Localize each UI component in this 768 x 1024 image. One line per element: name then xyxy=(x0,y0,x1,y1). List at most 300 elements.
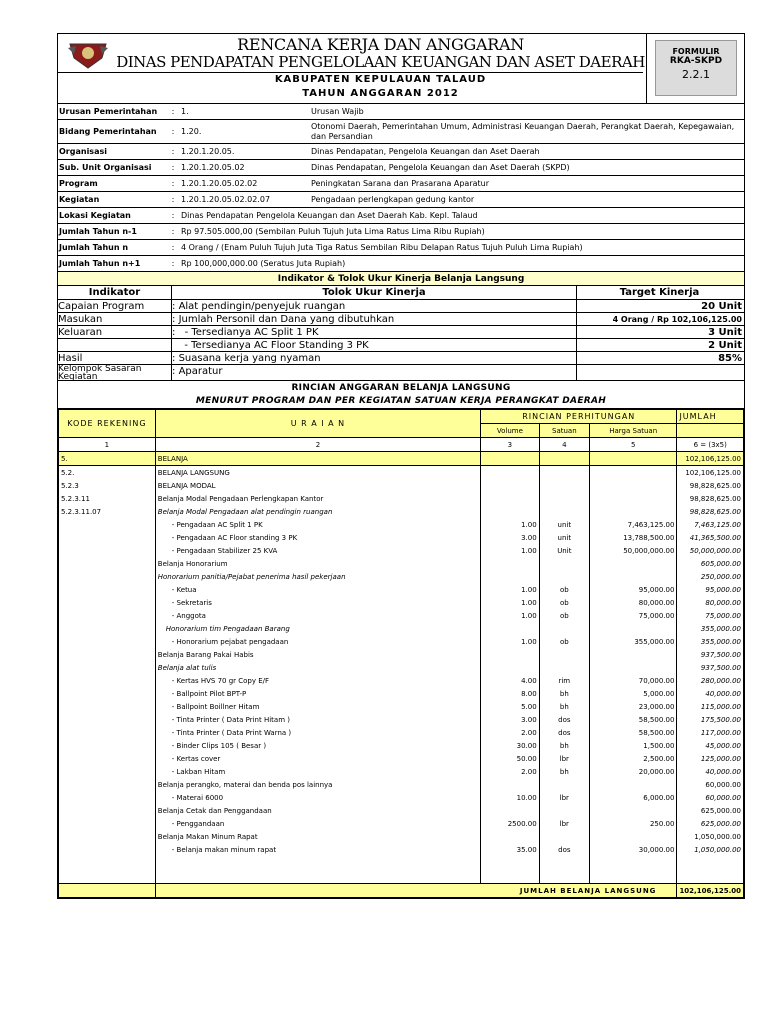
budget-row xyxy=(59,505,744,518)
kode-cell xyxy=(59,752,156,765)
harga-cell xyxy=(589,661,676,674)
satuan-cell xyxy=(539,466,589,480)
budget-row xyxy=(59,648,744,661)
budget-row xyxy=(59,583,744,596)
jumlah-cell xyxy=(677,856,744,884)
kode-cell xyxy=(59,687,156,700)
harga-cell: 70,000.00 xyxy=(589,674,676,687)
indicator-name: Hasil xyxy=(58,352,172,364)
kode-cell xyxy=(59,661,156,674)
info-colon: : xyxy=(171,126,175,136)
volume-cell xyxy=(481,830,540,843)
jumlah-cell: 75,000.00 xyxy=(677,609,744,622)
harga-cell: 58,500.00 xyxy=(589,713,676,726)
uraian-cell: BELANJA xyxy=(155,452,480,466)
harga-cell xyxy=(589,466,676,480)
volume-cell xyxy=(481,804,540,817)
kode-cell xyxy=(59,765,156,778)
regency-name: KABUPATEN KEPULAUAN TALAUD xyxy=(274,74,487,85)
info-value: 1.20.1.20.05.02 xyxy=(181,163,245,172)
kode-cell xyxy=(59,635,156,648)
budget-row xyxy=(59,544,744,557)
target-col-header: Target Kinerja xyxy=(619,287,700,298)
uraian-cell: - Sekretaris xyxy=(155,596,480,609)
indicator-col-header: Indikator xyxy=(58,286,172,299)
harga-cell: 6,000.00 xyxy=(589,791,676,804)
volume-cell: 3.00 xyxy=(481,531,540,544)
uraian-cell: Belanja Modal Pengadaan alat pendingin ruangan xyxy=(155,505,480,518)
volume-cell: 30.00 xyxy=(481,739,540,752)
agency-title: DINAS PENDAPATAN PENGELOLAAN KEUANGAN DAN ASET DAERAH xyxy=(116,53,645,71)
title-divider xyxy=(58,72,643,73)
uraian-cell: - Tinta Printer ( Data Print Hitam ) xyxy=(155,713,480,726)
form-code: RKA-SKPD xyxy=(669,56,723,66)
volume-cell: 2.00 xyxy=(481,726,540,739)
indicator-target: 3 Unit xyxy=(708,327,742,338)
budget-row xyxy=(59,674,744,687)
measure-colon: : xyxy=(172,314,179,325)
kode-cell xyxy=(59,713,156,726)
volume-cell xyxy=(481,648,540,661)
budget-row xyxy=(59,687,744,700)
budget-row xyxy=(59,830,744,843)
info-colon: : xyxy=(171,243,175,252)
info-description: Otonomi Daerah, Pemerintahan Umum, Administrasi Keuangan Daerah, Perangkat Daerah, Kepegawaian, dan Persandian xyxy=(311,121,735,141)
budget-header-row xyxy=(59,410,744,424)
info-label: Jumlah Tahun n+1 xyxy=(59,259,141,268)
satuan-cell: unit xyxy=(539,518,589,531)
indicator-target xyxy=(577,365,744,380)
indicator-name: Keluaran xyxy=(58,326,172,338)
indicator-target: 20 Unit xyxy=(701,301,742,312)
jumlah-cell: 80,000.00 xyxy=(677,596,744,609)
budget-row xyxy=(59,531,744,544)
info-value: Rp 97.505.000,00 (Sembilan Puluh Tujuh Juta Lima Ratus Lima Ribu Rupiah) xyxy=(181,227,485,236)
indicator-measure xyxy=(172,352,577,364)
kode-cell xyxy=(59,583,156,596)
volume-cell: 2.00 xyxy=(481,765,540,778)
uraian-cell: - Ballpoint Pilot BPT-P xyxy=(155,687,480,700)
harga-cell xyxy=(589,452,676,466)
info-section xyxy=(58,104,744,272)
info-value: 1. xyxy=(181,107,189,116)
budget-row xyxy=(59,752,744,765)
budget-row xyxy=(59,596,744,609)
indicator-row xyxy=(58,326,744,339)
harga-cell: 95,000.00 xyxy=(589,583,676,596)
info-row xyxy=(58,224,744,240)
uraian-cell: BELANJA MODAL xyxy=(155,479,480,492)
info-row xyxy=(58,104,744,120)
satuan-cell xyxy=(539,479,589,492)
jumlah-cell: 60,000.00 xyxy=(677,778,744,791)
kode-cell xyxy=(59,557,156,570)
kode-cell xyxy=(59,856,156,884)
kode-cell xyxy=(59,622,156,635)
budget-row xyxy=(59,570,744,583)
satuan-cell xyxy=(539,648,589,661)
jumlah-cell: 45,000.00 xyxy=(677,739,744,752)
col-num-5: 5 xyxy=(589,438,676,452)
measure-text: - Tersedianya AC Split 1 PK xyxy=(184,327,319,338)
volume-cell: 1.00 xyxy=(481,583,540,596)
info-label: Bidang Pemerintahan xyxy=(59,126,157,136)
harga-cell xyxy=(589,804,676,817)
uraian-cell: BELANJA LANGSUNG xyxy=(155,466,480,480)
jumlah-cell: 605,000.00 xyxy=(677,557,744,570)
kode-cell xyxy=(59,830,156,843)
uraian-cell: - Penggandaan xyxy=(155,817,480,830)
budget-row xyxy=(59,765,744,778)
info-value: Rp 100,000,000.00 (Seratus Juta Rupiah) xyxy=(181,259,346,268)
satuan-cell: Unit xyxy=(539,544,589,557)
jumlah-cell: 102,106,125.00 xyxy=(677,452,744,466)
info-colon: : xyxy=(171,211,175,220)
jumlah-cell: 60,000.00 xyxy=(677,791,744,804)
info-description: Pengadaan perlengkapan gedung kantor xyxy=(311,195,475,204)
satuan-cell: ob xyxy=(539,583,589,596)
indicator-title: Indikator & Tolok Ukur Kinerja Belanja Langsung xyxy=(58,272,744,286)
satuan-header: Satuan xyxy=(539,424,589,438)
jumlah-cell: 1,050,000.00 xyxy=(677,843,744,856)
harga-cell xyxy=(589,622,676,635)
measure-text: - Tersedianya AC Floor Standing 3 PK xyxy=(184,340,369,351)
volume-cell: 5.00 xyxy=(481,700,540,713)
measure-text: Alat pendingin/penyejuk ruangan xyxy=(178,301,346,312)
jumlah-cell: 7,463,125.00 xyxy=(677,518,744,531)
indicator-rows xyxy=(58,300,744,381)
measure-colon: : xyxy=(172,353,179,364)
uraian-cell: - Materai 6000 xyxy=(155,791,480,804)
budget-row xyxy=(59,843,744,856)
uraian-header: U R A I A N xyxy=(155,410,480,438)
uraian-cell: - Kertas cover xyxy=(155,752,480,765)
uraian-cell: - Kertas HVS 70 gr Copy E/F xyxy=(155,674,480,687)
satuan-cell xyxy=(539,856,589,884)
satuan-cell xyxy=(539,570,589,583)
volume-cell: 1.00 xyxy=(481,635,540,648)
satuan-cell: dos xyxy=(539,843,589,856)
info-description: Peningkatan Sarana dan Prasarana Aparatur xyxy=(311,179,490,188)
harga-cell: 58,500.00 xyxy=(589,726,676,739)
indicator-measure xyxy=(172,326,577,338)
regency-emblem-icon xyxy=(66,40,110,70)
satuan-cell: dos xyxy=(539,726,589,739)
uraian-cell: Honorarium panitia/Pejabat penerima hasil pekerjaan xyxy=(155,570,480,583)
uraian-cell xyxy=(155,856,480,884)
kode-cell: 5.2.3.11.07 xyxy=(59,505,156,518)
kode-cell xyxy=(59,700,156,713)
volume-cell xyxy=(481,466,540,480)
kode-cell: 5.2.3 xyxy=(59,479,156,492)
measure-col-header: Tolok Ukur Kinerja xyxy=(172,286,577,299)
indicator-measure xyxy=(172,365,577,380)
jumlah-cell: 125,000.00 xyxy=(677,752,744,765)
form-number: 2.2.1 xyxy=(682,68,710,81)
harga-cell: 1,500.00 xyxy=(589,739,676,752)
volume-cell xyxy=(481,452,540,466)
satuan-cell: bh xyxy=(539,700,589,713)
info-label: Jumlah Tahun n-1 xyxy=(59,227,137,236)
harga-cell: 2,500.00 xyxy=(589,752,676,765)
volume-cell: 50.00 xyxy=(481,752,540,765)
info-colon: : xyxy=(171,195,175,204)
uraian-cell: - Pengadaan AC Floor standing 3 PK xyxy=(155,531,480,544)
jumlah-cell: 40,000.00 xyxy=(677,765,744,778)
harga-cell xyxy=(589,648,676,661)
harga-cell: 23,000.00 xyxy=(589,700,676,713)
budget-row xyxy=(59,452,744,466)
jumlah-cell: 41,365,500.00 xyxy=(677,531,744,544)
info-row xyxy=(58,192,744,208)
kode-cell: 5. xyxy=(59,452,156,466)
harga-header: Harga Satuan xyxy=(589,424,676,438)
harga-cell: 30,000.00 xyxy=(589,843,676,856)
satuan-cell xyxy=(539,452,589,466)
measure-text: Aparatur xyxy=(178,366,223,377)
kode-cell xyxy=(59,778,156,791)
col-num-4: 4 xyxy=(539,438,589,452)
satuan-cell: ob xyxy=(539,635,589,648)
uraian-cell: Belanja Cetak dan Penggandaan xyxy=(155,804,480,817)
budget-row xyxy=(59,791,744,804)
kode-cell xyxy=(59,739,156,752)
volume-cell: 1.00 xyxy=(481,544,540,557)
indicator-name: Masukan xyxy=(58,313,172,325)
jumlah-cell: 1,050,000.00 xyxy=(677,830,744,843)
jumlah-cell: 102,106,125.00 xyxy=(677,466,744,480)
info-row xyxy=(58,256,744,272)
rincian-title xyxy=(58,381,744,409)
jumlah-cell: 115,000.00 xyxy=(677,700,744,713)
budget-row xyxy=(59,700,744,713)
measure-colon xyxy=(172,340,178,351)
kode-cell xyxy=(59,648,156,661)
volume-cell: 35.00 xyxy=(481,843,540,856)
indicator-measure xyxy=(172,339,577,351)
satuan-cell: lbr xyxy=(539,791,589,804)
volume-cell: 2500.00 xyxy=(481,817,540,830)
budget-body xyxy=(59,452,744,884)
rincian-title-line2: MENURUT PROGRAM DAN PER KEGIATAN SATUAN KERJA PERANGKAT DAERAH xyxy=(195,395,607,406)
budget-row xyxy=(59,726,744,739)
info-colon: : xyxy=(171,163,175,172)
kode-cell xyxy=(59,804,156,817)
harga-cell: 5,000.00 xyxy=(589,687,676,700)
info-label: Jumlah Tahun n xyxy=(59,243,129,252)
measure-colon: : xyxy=(172,366,179,377)
info-value: 1.20.1.20.05. xyxy=(181,147,235,156)
indicator-target: 85% xyxy=(718,353,742,364)
measure-colon: : xyxy=(172,301,179,312)
jumlah-cell: 98,828,625.00 xyxy=(677,492,744,505)
kode-cell xyxy=(59,843,156,856)
budget-row xyxy=(59,609,744,622)
volume-cell xyxy=(481,505,540,518)
uraian-cell: Belanja perangko, materai dan benda pos lainnya xyxy=(155,778,480,791)
volume-cell: 4.00 xyxy=(481,674,540,687)
indicator-measure xyxy=(172,300,577,312)
jumlah-cell: 50,000,000.00 xyxy=(677,544,744,557)
budget-row xyxy=(59,479,744,492)
harga-cell xyxy=(589,778,676,791)
form-code-cell xyxy=(655,40,737,96)
kode-cell xyxy=(59,726,156,739)
satuan-cell xyxy=(539,661,589,674)
indicator-row xyxy=(58,339,744,352)
uraian-cell: - Pengadaan Stabilizer 25 KVA xyxy=(155,544,480,557)
harga-cell: 355,000.00 xyxy=(589,635,676,648)
jumlah-cell: 937,500.00 xyxy=(677,648,744,661)
budget-row xyxy=(59,778,744,791)
satuan-cell xyxy=(539,778,589,791)
info-colon: : xyxy=(171,259,175,268)
jumlah-cell: 625,000.00 xyxy=(677,817,744,830)
satuan-cell: ob xyxy=(539,596,589,609)
kode-cell xyxy=(59,596,156,609)
jumlah-cell: 355,000.00 xyxy=(677,622,744,635)
total-label: JUMLAH BELANJA LANGSUNG xyxy=(155,884,677,898)
harga-cell: 20,000.00 xyxy=(589,765,676,778)
satuan-cell: bh xyxy=(539,765,589,778)
info-row xyxy=(58,240,744,256)
info-label: Kegiatan xyxy=(59,195,100,204)
jumlah-cell: 98,828,625.00 xyxy=(677,479,744,492)
budget-row xyxy=(59,739,744,752)
uraian-cell: Belanja Honorarium xyxy=(155,557,480,570)
col-num-2: 2 xyxy=(155,438,480,452)
jumlah-cell: 355,000.00 xyxy=(677,635,744,648)
kode-cell xyxy=(59,791,156,804)
volume-cell: 1.00 xyxy=(481,596,540,609)
jumlah-cell: 40,000.00 xyxy=(677,687,744,700)
uraian-cell: - Tinta Printer ( Data Print Warna ) xyxy=(155,726,480,739)
uraian-cell: Honorarium tim Pengadaan Barang xyxy=(155,622,480,635)
column-number-row xyxy=(59,438,744,452)
kode-header: KODE REKENING xyxy=(59,410,156,438)
rka-document xyxy=(57,33,745,899)
indicator-row xyxy=(58,313,744,326)
jumlah-cell: 280,000.00 xyxy=(677,674,744,687)
indicator-row xyxy=(58,352,744,365)
info-value: 1.20.1.20.05.02.02.07 xyxy=(181,195,271,204)
info-label: Lokasi Kegiatan xyxy=(59,211,131,220)
info-row xyxy=(58,160,744,176)
satuan-cell: ob xyxy=(539,609,589,622)
satuan-cell xyxy=(539,622,589,635)
indicator-row xyxy=(58,300,744,313)
budget-row xyxy=(59,856,744,884)
harga-cell: 80,000.00 xyxy=(589,596,676,609)
info-label: Sub. Unit Organisasi xyxy=(59,163,152,172)
budget-row xyxy=(59,804,744,817)
total-row xyxy=(59,884,744,898)
info-value: Dinas Pendapatan Pengelola Keuangan dan Aset Daerah Kab. Kepl. Talaud xyxy=(181,211,478,220)
info-label: Organisasi xyxy=(59,147,107,156)
kode-cell xyxy=(59,518,156,531)
harga-cell xyxy=(589,557,676,570)
uraian-cell: - Ballpoint Boillner Hitam xyxy=(155,700,480,713)
info-colon: : xyxy=(171,107,175,116)
satuan-cell xyxy=(539,505,589,518)
uraian-cell: - Belanja makan minum rapat xyxy=(155,843,480,856)
measure-text: Jumlah Personil dan Dana yang dibutuhkan xyxy=(178,314,395,325)
col-num-1: 1 xyxy=(59,438,156,452)
volume-cell: 1.00 xyxy=(481,609,540,622)
indicator-name: Kelompok Sasaran Kegiatan xyxy=(58,365,172,380)
volume-cell xyxy=(481,557,540,570)
budget-row xyxy=(59,635,744,648)
kode-cell xyxy=(59,544,156,557)
measure-colon: : xyxy=(172,327,179,338)
budget-table xyxy=(58,409,744,898)
info-colon: : xyxy=(171,147,175,156)
info-row xyxy=(58,120,744,144)
jumlah-cell: 98,828,625.00 xyxy=(677,505,744,518)
uraian-cell: - Binder Clips 105 ( Besar ) xyxy=(155,739,480,752)
uraian-cell: - Pengadaan AC Split 1 PK xyxy=(155,518,480,531)
indicator-header xyxy=(58,286,744,300)
budget-row xyxy=(59,466,744,480)
form-code-box xyxy=(646,34,744,103)
kode-cell: 5.2. xyxy=(59,466,156,480)
indicator-measure xyxy=(172,313,577,325)
volume-cell xyxy=(481,856,540,884)
budget-row xyxy=(59,492,744,505)
harga-cell xyxy=(589,492,676,505)
indicator-row xyxy=(58,365,744,381)
harga-cell: 50,000,000.00 xyxy=(589,544,676,557)
satuan-cell xyxy=(539,830,589,843)
indicator-target: 4 Orang / Rp 102,106,125.00 xyxy=(612,315,742,324)
harga-cell: 250.00 xyxy=(589,817,676,830)
budget-row xyxy=(59,557,744,570)
volume-header: Volume xyxy=(481,424,540,438)
uraian-cell: Belanja Modal Pengadaan Perlengkapan Kantor xyxy=(155,492,480,505)
uraian-cell: Belanja Makan Minum Rapat xyxy=(155,830,480,843)
total-value: 102,106,125.00 xyxy=(677,884,744,898)
jumlah-header: JUMLAH xyxy=(677,410,744,424)
kode-cell xyxy=(59,817,156,830)
budget-row xyxy=(59,518,744,531)
volume-cell: 3.00 xyxy=(481,713,540,726)
jumlah-cell: 250,000.00 xyxy=(677,570,744,583)
indicator-name: Capaian Program xyxy=(58,300,172,312)
fiscal-year: TAHUN ANGGARAN 2012 xyxy=(302,88,459,99)
info-label: Program xyxy=(59,179,98,188)
volume-cell xyxy=(481,661,540,674)
harga-cell xyxy=(589,856,676,884)
info-row xyxy=(58,208,744,224)
volume-cell: 8.00 xyxy=(481,687,540,700)
kode-cell: 5.2.3.11 xyxy=(59,492,156,505)
rincian-header: RINCIAN PERHITUNGAN xyxy=(481,410,677,424)
satuan-cell: bh xyxy=(539,739,589,752)
satuan-cell: unit xyxy=(539,531,589,544)
document-title: RENCANA KERJA DAN ANGGARAN xyxy=(237,35,524,54)
harga-cell xyxy=(589,570,676,583)
info-value: 4 Orang / (Enam Puluh Tujuh Juta Tiga Ratus Sembilan Ribu Delapan Ratus Tujuh Puluh Lima Rupiah) xyxy=(181,243,583,252)
jumlah-cell: 95,000.00 xyxy=(677,583,744,596)
volume-cell xyxy=(481,622,540,635)
volume-cell xyxy=(481,570,540,583)
info-description: Dinas Pendapatan, Pengelola Keuangan dan Aset Daerah xyxy=(311,147,540,156)
info-row xyxy=(58,144,744,160)
kode-cell xyxy=(59,674,156,687)
info-label: Urusan Pemerintahan xyxy=(59,107,158,116)
measure-text: Suasana kerja yang nyaman xyxy=(178,353,321,364)
jumlah-cell: 625,000.00 xyxy=(677,804,744,817)
